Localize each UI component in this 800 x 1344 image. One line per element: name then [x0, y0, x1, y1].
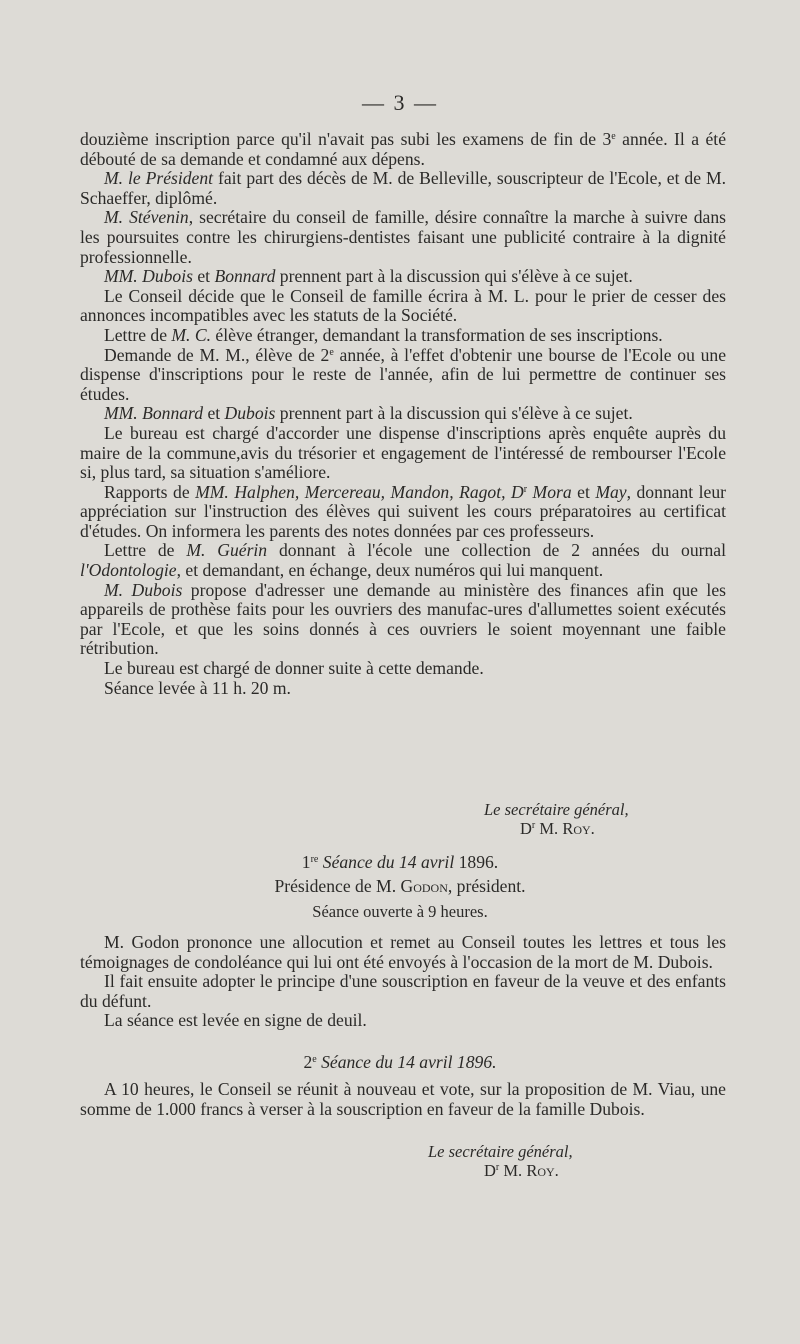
- text-run: douzième inscription parce qu'il n'avait pas subi les examens de fin de 3: [80, 129, 612, 149]
- minutes-body-1: [80, 130, 726, 698]
- text-run: et: [192, 266, 215, 287]
- italic-text: M. Stévenin: [104, 207, 189, 228]
- text-run: 1: [301, 852, 311, 872]
- text-run: élève étranger, demandant la transformation de ses inscriptions.: [211, 324, 663, 345]
- italic-text: Bonnard: [214, 266, 276, 287]
- minutes-body-2: [80, 933, 726, 1031]
- text-run: M.: [535, 819, 563, 838]
- text-run: Il fait ensuite adopter le principe d'une souscription en faveur de la veuve et des enfants du défunt.: [80, 971, 726, 1011]
- superscript: r: [495, 1162, 500, 1173]
- signature-block-1: [484, 800, 629, 838]
- text-run: , secrétaire du conseil de famille, désire connaître la marche à suivre dans les poursuites contre les chirurgiens-dentistes faisant une publicité contraire à la dignité professionnelle.: [80, 207, 727, 267]
- paragraph: [80, 267, 726, 287]
- text-run: D: [520, 819, 532, 838]
- text-run: D: [484, 1161, 496, 1180]
- italic-text: l'Odontologie: [80, 560, 177, 581]
- text-run: fait part des décès de M. de Belleville, souscripteur de l'Ecole, et de M. Schaeffer, diplômé.: [80, 168, 726, 208]
- minutes-body-3: [80, 1080, 726, 1119]
- text-run: prennent part à la discussion qui s'élève à ce sujet.: [275, 403, 633, 424]
- superscript: re: [310, 854, 319, 865]
- paragraph: [80, 483, 726, 542]
- text-run: Séance levée à 11 h. 20 m.: [104, 677, 291, 698]
- italic-text: Séance du 14 avril 1896.: [321, 1052, 497, 1072]
- signature-block-2: [428, 1142, 573, 1180]
- text-run: Roy.: [562, 819, 595, 838]
- paragraph: [80, 659, 726, 679]
- italic-text: 14 avril: [398, 852, 455, 872]
- text-run: propose d'adresser une demande au ministère des finances afin que les appareils de prothèse faits pour les ouvriers des manufac-ures d'allumettes soient exécutés par l'Ecole, et que les soins donnés à ces ouvriers le soient moyennant une faible rétribution.: [80, 579, 726, 659]
- text-run: Rapports de: [104, 481, 196, 502]
- text-run: M.: [499, 1161, 527, 1180]
- text-run: Godon: [400, 876, 448, 896]
- italic-text: MM. Dubois: [104, 266, 193, 287]
- session-opening: Séance ouverte à 9 heures.: [312, 902, 488, 921]
- italic-text: Dubois: [224, 403, 276, 424]
- session-presidency: [0, 876, 800, 897]
- paragraph: [80, 1080, 726, 1119]
- text-run: prennent part à la discussion qui s'élève à ce sujet.: [275, 266, 633, 287]
- paragraph: [80, 404, 726, 424]
- text-run: année. Il a été débouté de sa demande et condamné aux dépens.: [80, 129, 727, 169]
- italic-text: Séance du: [322, 852, 395, 872]
- signature-title: Le secrétaire général,: [428, 1142, 573, 1161]
- paragraph: [80, 679, 726, 699]
- text-run: 1896.: [454, 852, 499, 872]
- italic-text: M. Dubois: [104, 579, 183, 600]
- superscript: r: [531, 820, 536, 831]
- superscript: e: [312, 1054, 317, 1065]
- text-run: 2: [303, 1052, 313, 1072]
- paragraph: [80, 541, 726, 580]
- paragraph: [80, 169, 726, 208]
- text-run: Le bureau est chargé d'accorder une dispense d'inscriptions après enquête auprès du maire de la commune,avis du trésorier et engagement de l'intéressé de rembourser l'Ecole si, plus tard, sa situation s'améliore.: [80, 422, 726, 483]
- page-number: — 3 —: [362, 90, 438, 115]
- text-run: et: [571, 481, 596, 502]
- session-heading-2: [0, 1052, 800, 1073]
- italic-text: Mora: [527, 481, 572, 502]
- text-run: , donnant leur appréciation sur l'instruction des élèves qui suivent les cours préparatoires au certificat d'études. On informera les parents des notes données par ces professeurs.: [80, 481, 727, 541]
- paragraph: [80, 424, 726, 483]
- paragraph: [80, 972, 726, 1011]
- session-heading-1: [0, 852, 800, 873]
- superscript: r: [523, 483, 528, 495]
- text-run: , président.: [447, 876, 526, 896]
- paragraph: [80, 326, 726, 346]
- superscript: e: [329, 346, 334, 358]
- text-run: A 10 heures, le Conseil se réunit à nouveau et vote, sur la proposition de M. Viau, une somme de 1.000 francs à verser à la souscription en faveur de la famille Dubois.: [80, 1079, 726, 1119]
- text-run: Roy.: [526, 1161, 559, 1180]
- text-run: année, à l'effet d'obtenir une bourse de l'Ecole ou une dispense d'inscriptions pour le reste de l'année, afin de lui permettre de continuer ses études.: [80, 344, 727, 404]
- text-run: M. Godon prononce une allocution et remet au Conseil toutes les lettres et tous les témoignages de condoléance qui lui ont été envoyés à l'occasion de la mort de M. Dubois.: [80, 932, 726, 972]
- italic-text: May: [595, 481, 627, 502]
- text-run: Lettre de: [104, 324, 172, 345]
- text-run: Lettre de: [104, 540, 187, 561]
- text-run: , et demandant, en échange, deux numéros qui lui manquent.: [176, 560, 604, 581]
- italic-text: M. Guérin: [186, 540, 268, 561]
- italic-text: MM. Bonnard: [104, 403, 204, 424]
- text-run: Le bureau est chargé de donner suite à cette demande.: [104, 658, 484, 679]
- text-run: donnant à l'école une collection de 2 années du ournal: [267, 540, 727, 561]
- italic-text: MM. Halphen, Mercereau, Mandon, Ragot, D: [195, 481, 524, 502]
- paragraph: [80, 581, 726, 659]
- paragraph: [80, 346, 726, 405]
- paragraph: [80, 130, 726, 169]
- signature-name: [428, 1161, 573, 1180]
- superscript: e: [611, 131, 616, 142]
- text-run: Présidence de M.: [274, 876, 401, 896]
- signature-name: [484, 819, 629, 838]
- italic-text: M. le Président: [104, 168, 214, 189]
- italic-text: M. C.: [171, 324, 211, 345]
- signature-title: Le secrétaire général,: [484, 800, 629, 819]
- text-run: Demande de M. M., élève de 2: [104, 344, 330, 365]
- paragraph: [80, 208, 726, 267]
- paragraph: [80, 287, 726, 326]
- text-run: La séance est levée en signe de deuil.: [104, 1010, 367, 1031]
- text-run: Le Conseil décide que le Conseil de famille écrira à M. L. pour le prier de cesser des annonces incompatibles avec les statuts de la Société.: [80, 285, 726, 326]
- paragraph: [80, 1011, 726, 1031]
- text-run: et: [203, 403, 225, 424]
- paragraph: [80, 933, 726, 972]
